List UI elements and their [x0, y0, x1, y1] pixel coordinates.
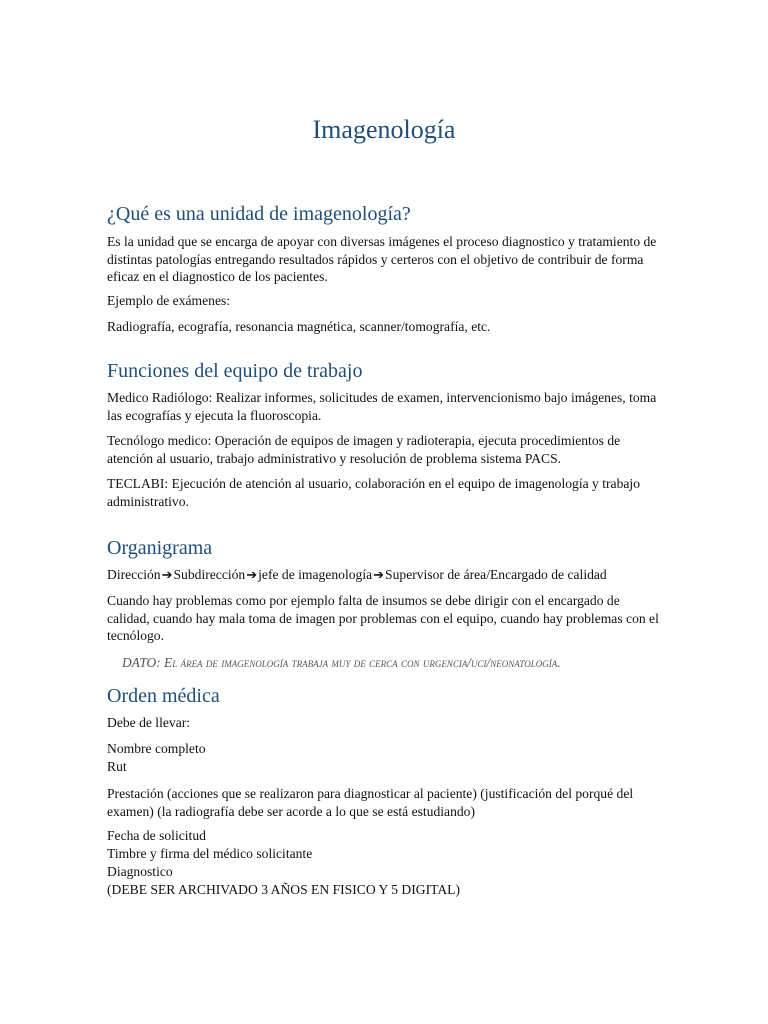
paragraph-radiologo: Medico Radiólogo: Realizar informes, solicitudes de examen, intervencionismo bajo imágenes, toma las ecografías y ejecuta la fluoroscopia. — [107, 390, 657, 423]
org-supervisor: Supervisor de área/Encargado de calidad — [385, 567, 607, 582]
paragraph-exam-example-label: Ejemplo de exámenes: — [107, 293, 231, 308]
paragraph-definition: Es la unidad que se encarga de apoyar con diversas imágenes el proceso diagnostico y tratamiento de distintas patologías entregando resultados rápidos y certeros con el objetivo de contribuir de forma eficaz en el diagnostico de los pacientes. — [107, 234, 657, 285]
note-archivado: (DEBE SER ARCHIVADO 3 AÑOS EN FISICO Y 5 DIGITAL) — [107, 882, 460, 897]
list-item-diagnostico: Diagnostico — [107, 864, 173, 879]
list-item-rut: Rut — [107, 759, 127, 774]
organigram-chain — [107, 566, 667, 584]
arrow-icon: ➔ — [161, 567, 173, 582]
paragraph-debe-llevar: Debe de llevar: — [107, 715, 191, 730]
org-subdireccion: Subdirección — [173, 567, 246, 582]
list-item-fecha: Fecha de solicitud — [107, 828, 206, 843]
paragraph-problemas: Cuando hay problemas como por ejemplo falta de insumos se debe dirigir con el encargado de calidad, cuando hay mala toma de imagen por problemas con el equipo, cuando hay problemas con el tecnólogo. — [107, 593, 659, 644]
heading-organigrama: Organigrama — [107, 537, 213, 559]
paragraph-exam-list: Radiografía, ecografía, resonancia magnética, scanner/tomografía, etc. — [107, 319, 491, 334]
heading-orden-medica: Orden médica — [107, 685, 220, 707]
list-item-timbre: Timbre y firma del médico solicitante — [107, 846, 313, 861]
heading-que-es: ¿Qué es una unidad de imagenología? — [107, 203, 411, 225]
org-jefe-imagenologia: jefe de imagenología — [258, 567, 373, 582]
page-title: Imagenología — [312, 115, 456, 144]
paragraph-teclabi: TECLABI: Ejecución de atención al usuario, colaboración en el equipo de imagenología y trabajo administrativo. — [107, 476, 640, 509]
org-direccion: Dirección — [107, 567, 161, 582]
list-item-nombre: Nombre completo — [107, 741, 206, 756]
arrow-icon: ➔ — [373, 567, 385, 582]
heading-funciones: Funciones del equipo de trabajo — [107, 360, 363, 382]
arrow-icon: ➔ — [246, 567, 258, 582]
paragraph-prestacion: Prestación (acciones que se realizaron para diagnosticar al paciente) (justificación del porqué del examen) (la radiografía debe ser acorde a lo que se está estudiando) — [107, 786, 634, 819]
paragraph-tecnologo: Tecnólogo medico: Operación de equipos de imagen y radioterapia, ejecuta procedimientos de atención al usuario, trabajo administrativo y resolución de problema sistema PACS. — [107, 433, 621, 466]
note-dato: DATO: El área de imagenología trabaja muy de cerca con urgencia/uci/neonatología. — [122, 655, 561, 670]
